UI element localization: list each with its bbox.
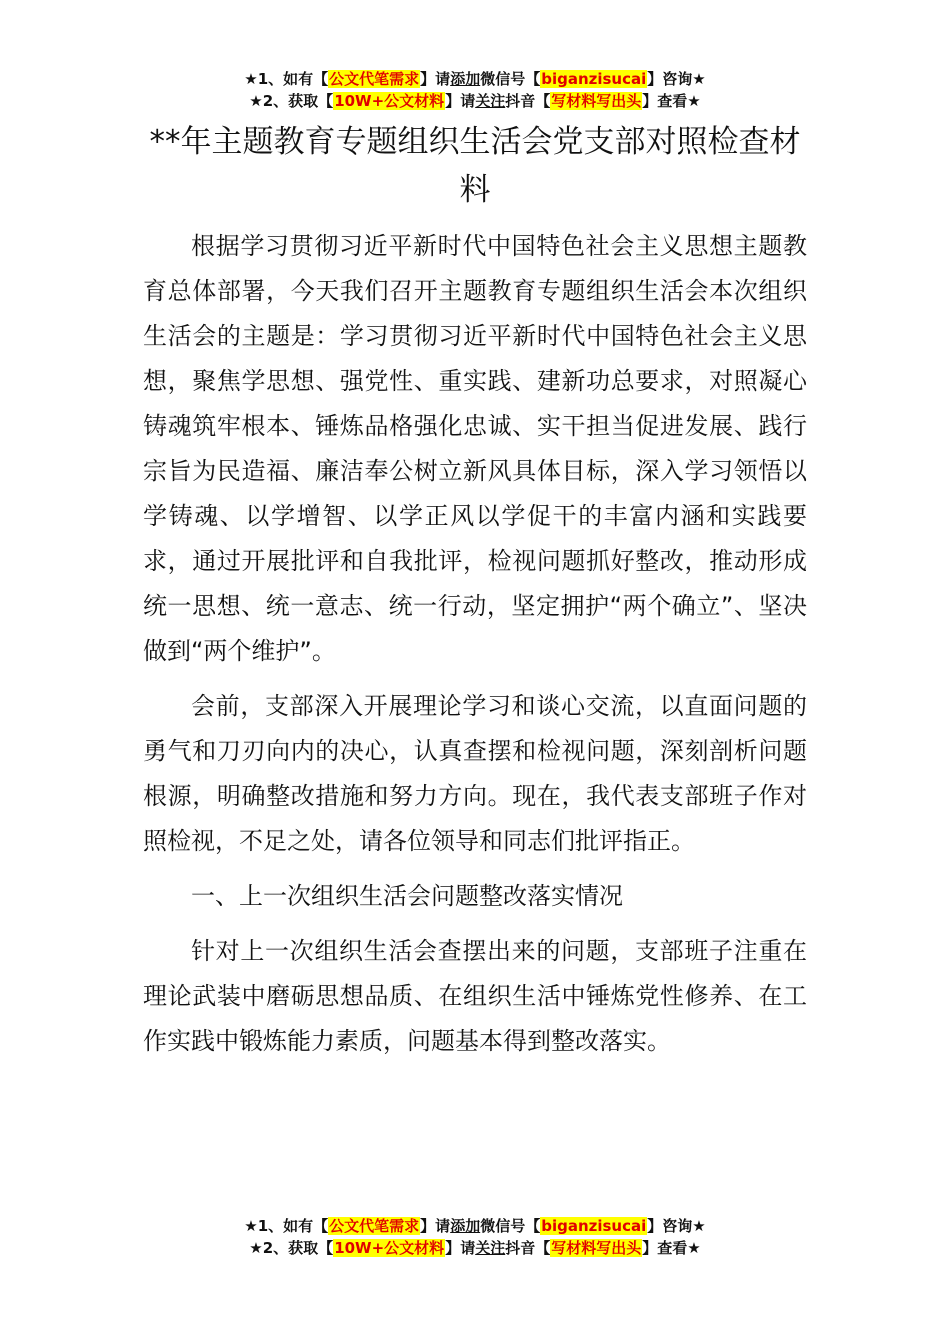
- footer-line-2-mid2: 抖音【: [505, 1239, 551, 1257]
- banner-line-2-mid1: 】请: [445, 92, 476, 110]
- footer-line-1-mid2: 微信号【: [480, 1217, 541, 1235]
- footer-line-2: [0, 1237, 950, 1259]
- body-paragraph: 根据学习贯彻习近平新时代中国特色社会主义思想主题教育总体部署，今天我们召开主题教育专题组织生活会本次组织生活会的主题是：学习贯彻习近平新时代中国特色社会主义思想，聚焦学思想、强党性、重实践、建新功总要求，对照凝心铸魂筑牢根本、锤炼品格强化忠诚、实干担当促进发展、践行宗旨为民造福、廉洁奉公树立新风具体目标，深入学习领悟以学铸魂、以学增智、以学正风以学促干的丰富内涵和实践要求，通过开展批评和自我批评，检视问题抓好整改，推动形成统一思想、统一意志、统一行动，坚定拥护“两个确立”、坚决做到“两个维护”。: [143, 232, 807, 665]
- footer-highlight-douyin-account: 写材料写出头: [551, 1239, 642, 1257]
- footer-line-1-prefix: ★1、如有【: [244, 1217, 329, 1235]
- banner-underline-follow: 关注: [475, 92, 506, 110]
- footer-line-1: [0, 1215, 950, 1237]
- banner-line-1-mid1: 】请: [420, 70, 451, 88]
- footer-line-2-mid1: 】请: [445, 1239, 476, 1257]
- footer-banner: [0, 1215, 950, 1259]
- footer-line-1-suffix: 】咨询★: [647, 1217, 706, 1235]
- footer-highlight-writing-service: 公文代笔需求: [329, 1217, 420, 1235]
- document-title: **年主题教育专题组织生活会党支部对照检查材料: [149, 124, 801, 208]
- footer-underline-add: 添加: [450, 1217, 481, 1235]
- banner-line-2: [0, 90, 950, 112]
- footer-line-1-mid1: 】请: [420, 1217, 451, 1235]
- footer-underline-follow: 关注: [475, 1239, 506, 1257]
- banner-line-1-mid2: 微信号【: [480, 70, 541, 88]
- banner-line-2-mid2: 抖音【: [505, 92, 551, 110]
- banner-line-1-suffix: 】咨询★: [647, 70, 706, 88]
- footer-line-2-prefix: ★2、获取【: [249, 1239, 334, 1257]
- body-paragraph: 会前，支部深入开展理论学习和谈心交流，以直面问题的勇气和刀刃向内的决心，认真查摆和检视问题，深刻剖析问题根源，明确整改措施和努力方向。现在，我代表支部班子作对照检视，不足之处，请各位领导和同志们批评指正。: [143, 692, 807, 855]
- banner-line-2-suffix: 】查看★: [642, 92, 701, 110]
- banner-highlight-wechat-id: biganzisucai: [541, 70, 647, 88]
- banner-line-1: [0, 68, 950, 90]
- banner-highlight-douyin-account: 写材料写出头: [551, 92, 642, 110]
- banner-line-2-prefix: ★2、获取【: [249, 92, 334, 110]
- document-body: [143, 224, 807, 1074]
- banner-highlight-writing-service: 公文代笔需求: [329, 70, 420, 88]
- footer-highlight-wechat-id: biganzisucai: [541, 1217, 647, 1235]
- section-paragraph: 针对上一次组织生活会查摆出来的问题，支部班子注重在理论武装中磨砺思想品质、在组织生活中锤炼党性修养、在工作实践中锻炼能力素质，问题基本得到整改落实。: [143, 937, 807, 1055]
- banner-line-1-prefix: ★1、如有【: [244, 70, 329, 88]
- footer-highlight-materials: 10W+公文材料: [334, 1239, 445, 1257]
- banner-underline-add: 添加: [450, 70, 481, 88]
- section-heading: 一、上一次组织生活会问题整改落实情况: [191, 882, 623, 910]
- footer-line-2-suffix: 】查看★: [642, 1239, 701, 1257]
- banner-highlight-materials: 10W+公文材料: [334, 92, 445, 110]
- header-banner: [0, 68, 950, 112]
